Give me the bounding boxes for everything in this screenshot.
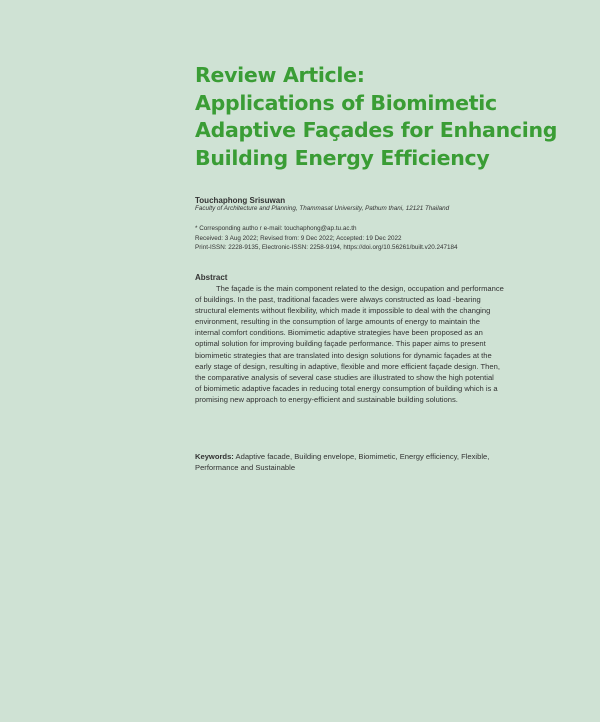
- abstract-line: structural elements without flexibility, which made it impossible to deal with the changing: [195, 306, 491, 316]
- author-affiliation: Faculty of Architecture and Planning, Thammasat University, Pathum thani, 12121 Thailand: [195, 205, 450, 212]
- abstract-line: the comparative analysis of several case studies are illustrated to show the high potential: [195, 372, 494, 382]
- article-title-block: [195, 62, 575, 172]
- title-line-2: Adaptive Façades for Enhancing: [195, 118, 558, 142]
- abstract-line: The façade is the main component related to the design, occupation and performance: [216, 284, 504, 293]
- abstract-line: biomimetic strategies that are translated into design solutions for dynamic façades at the: [195, 350, 492, 360]
- keywords: [195, 451, 545, 473]
- abstract-line: of buildings. In the past, traditional facades were always constructed as load -bearing: [195, 295, 481, 305]
- abstract-line: of biomimetic adaptive facades in reducing total energy consumption of building which is a: [195, 383, 498, 393]
- abstract-heading: Abstract: [195, 273, 228, 282]
- article-type: Review Article:: [195, 63, 365, 87]
- keywords-line-2: Performance and Sustainable: [195, 463, 296, 473]
- keywords-line-1: Adaptive facade, Building envelope, Biomimetic, Energy efficiency, Flexible,: [235, 452, 490, 461]
- abstract-line: early stage of design, resulting in adaptive, flexible and more efficient façade design. Then,: [195, 361, 500, 371]
- abstract-body: [195, 283, 545, 405]
- abstract-line: environment, resulting in the consumption of large amounts of energy to maintain the: [195, 317, 480, 327]
- title-line-1: Applications of Biomimetic: [195, 90, 497, 115]
- title-line-3: Building Energy Efficiency: [195, 145, 490, 170]
- abstract-line: promising new approach to energy-efficient and sustainable building solutions.: [195, 394, 458, 404]
- abstract-line: internal comfort conditions. Biomimetic adaptive strategies have been proposed as an: [195, 328, 483, 338]
- abstract-line: optimal solution for improving building façade performance. This paper aims to present: [195, 339, 486, 349]
- article-meta: [195, 224, 458, 253]
- article-dates: Received: 3 Aug 2022; Revised from: 9 Dec 2022; Accepted: 19 Dec 2022: [195, 234, 402, 242]
- issn-doi: Print-ISSN: 2228-9135, Electronic-ISSN: 2258-9194, https://doi.org/10.56261/built.v20.247184: [195, 244, 458, 251]
- author-name: Touchaphong Srisuwan: [195, 196, 286, 205]
- keywords-label: Keywords:: [195, 452, 234, 461]
- corresponding-author: * Corresponding autho r e-mail: touchaphong@ap.tu.ac.th: [195, 225, 357, 232]
